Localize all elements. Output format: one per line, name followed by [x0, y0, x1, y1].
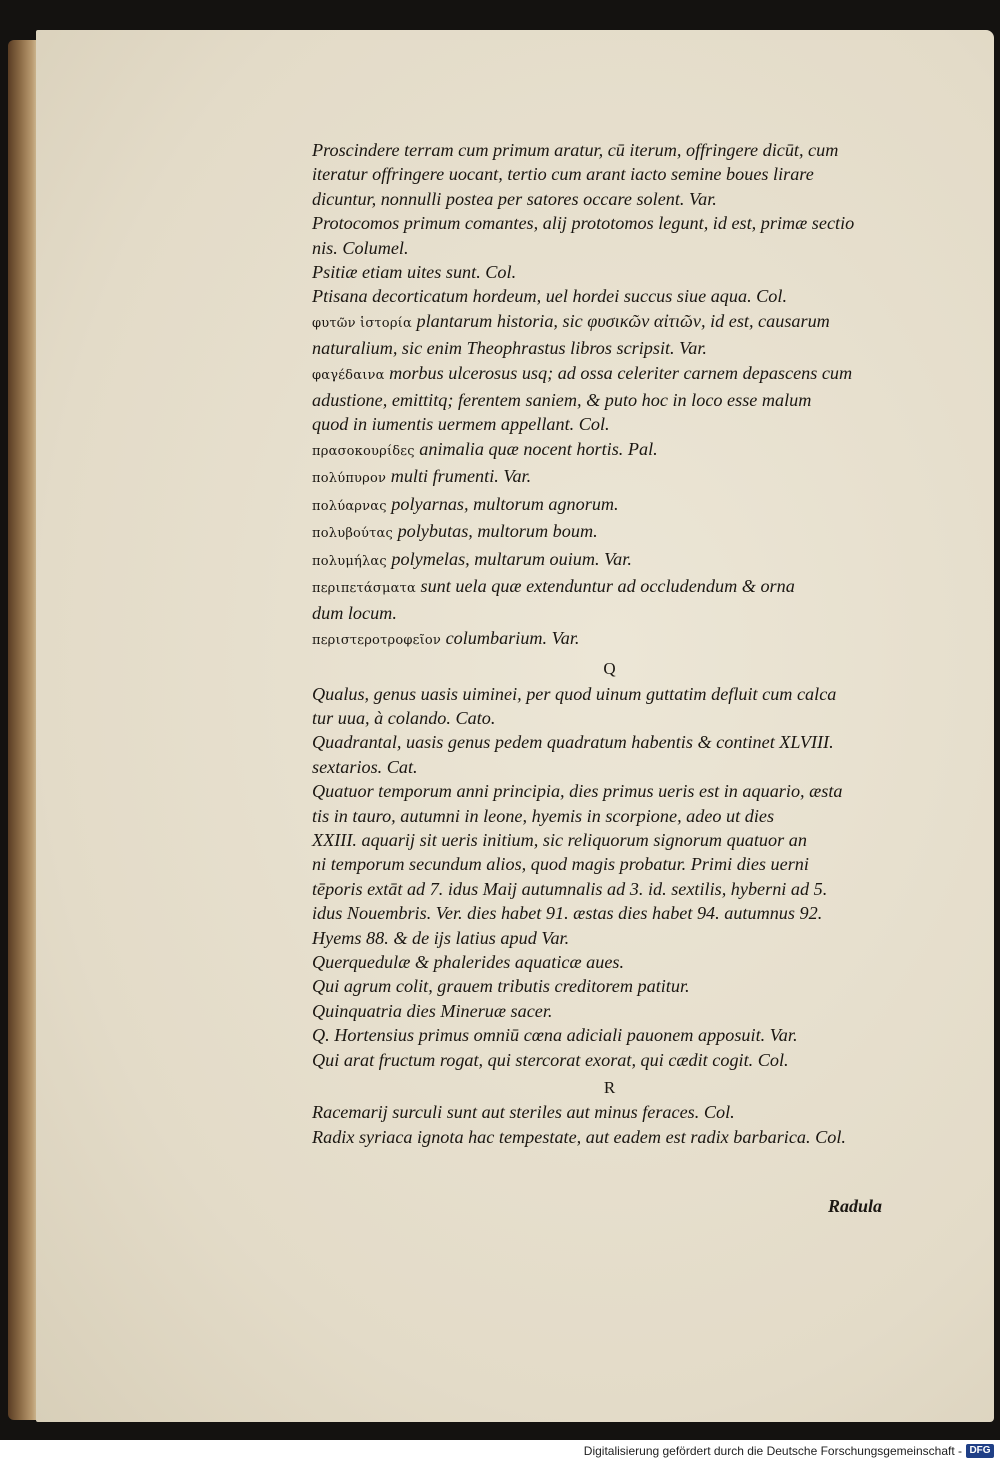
greek-headword: πολυμήλας: [312, 553, 387, 569]
glossary-entry: [312, 574, 907, 626]
glossary-entry: [312, 1125, 907, 1149]
glossary-entry: [312, 974, 907, 998]
greek-headword: περιστεροτροφεῖον: [312, 632, 442, 648]
glossary-entry: [312, 211, 907, 260]
entry-line-text: dicuntur, nonnulli postea per satores occare solent. Var.: [312, 188, 717, 209]
entry-line: [312, 730, 907, 754]
glossary-entry: [312, 626, 907, 653]
entry-line: [312, 804, 907, 828]
glossary-entry: [312, 519, 907, 546]
entry-line-text: polybutas, multorum boum.: [393, 521, 598, 542]
entry-line: [312, 361, 907, 388]
entry-line-text: Quinquatria dies Mineruæ sacer.: [312, 1000, 553, 1021]
entry-line: [312, 828, 907, 852]
glossary-entry: [312, 999, 907, 1023]
entry-line: [312, 236, 907, 260]
entry-line-text: Quatuor temporum anni principia, dies primus ueris est in aquario, æsta: [312, 781, 843, 802]
glossary-entry: [312, 1100, 907, 1124]
entry-line-text: Qui arat fructum rogat, qui stercorat exorat, qui cædit cogit. Col.: [312, 1049, 789, 1070]
glossary-entry: [312, 547, 907, 574]
entry-line-text: polyarnas, multorum agnorum.: [386, 493, 619, 514]
entry-line-text: quod in iumentis uermem appellant. Col.: [312, 414, 610, 435]
entry-line: [312, 601, 907, 625]
page-text-block: [312, 138, 907, 1149]
greek-headword: πολύπυρον: [312, 471, 387, 487]
entry-line: [312, 187, 907, 211]
entry-line: [312, 682, 907, 706]
glossary-entry: [312, 492, 907, 519]
greek-headword: φυτῶν ἱστορία: [312, 315, 412, 331]
entry-line-text: Querquedulæ & phalerides aquaticæ aues.: [312, 952, 625, 972]
entries-r: [312, 1100, 907, 1149]
entry-line-text: Q. Hortensius primus omniū cœna adiciali pauonem apposuit. Var.: [312, 1025, 798, 1046]
entry-line: [312, 412, 907, 436]
entry-line-text: Qualus, genus uasis uiminei, per quod uinum guttatim defluit cum calca: [312, 683, 837, 704]
entry-line-text: Qui agrum colit, grauem tributis creditorem patitur.: [312, 976, 690, 997]
entry-line: [312, 492, 907, 519]
entry-line: [312, 755, 907, 779]
entry-line-text: XXIII. aquarij sit ueris initium, sic reliquorum signorum quatuor an: [312, 829, 807, 850]
entries-before-q: [312, 138, 907, 653]
entry-line: [312, 519, 907, 546]
greek-headword: πρασοκουρίδες: [312, 443, 415, 459]
entry-line-text: Protocomos primum comantes, alij prototomos legunt, id est, primæ sectio: [312, 213, 855, 234]
entry-line: [312, 974, 907, 998]
glossary-entry: [312, 260, 907, 284]
entry-line-text: sextarios. Cat.: [312, 756, 418, 777]
entry-line-text: idus Nouembris. Ver. dies habet 91. æstas dies habet 94. autumnus 92.: [312, 903, 823, 924]
section-heading-r: R: [603, 1078, 616, 1098]
entry-line-text: tēporis extāt ad 7. idus Maij autumnalis ad 3. id. sextilis, hyberni ad 5.: [312, 878, 828, 899]
glossary-entry: [312, 950, 907, 974]
entry-line: [312, 877, 907, 901]
glossary-entry: [312, 1048, 907, 1072]
glossary-entry: [312, 1023, 907, 1047]
entry-line: [312, 926, 907, 950]
entry-line-text: Racemarij surculi sunt aut steriles aut minus feraces. Col.: [312, 1102, 735, 1123]
entry-line: [312, 388, 907, 412]
entry-line: [312, 779, 907, 803]
entry-line-text: Ptisana decorticatum hordeum, uel hordei succus siue aqua. Col.: [312, 286, 788, 307]
entry-line: [312, 1100, 907, 1124]
entry-line: [312, 999, 907, 1023]
greek-headword: περιπετάσματα: [312, 580, 416, 596]
footer-bar: [0, 1440, 1000, 1463]
greek-headword: πολύαρνας: [312, 498, 387, 514]
entry-line-text: nis. Columel.: [312, 237, 409, 258]
entry-line-text: Hyems 88. & de ijs latius apud Var.: [312, 927, 570, 948]
entry-line: [312, 626, 907, 653]
entry-line-text: polymelas, multarum ouium. Var.: [386, 548, 632, 569]
glossary-entry: [312, 682, 907, 731]
glossary-entry: [312, 284, 907, 308]
glossary-entry: [312, 437, 907, 464]
entries-q: [312, 682, 907, 1073]
entry-line-text: iteratur offringere uocant, tertio cum arant iacto semine boues lirare: [312, 164, 814, 185]
entry-line: [312, 852, 907, 876]
glossary-entry: [312, 309, 907, 361]
entry-line: [312, 138, 907, 162]
entry-line: [312, 464, 907, 491]
glossary-entry: [312, 779, 907, 950]
entry-line-text: naturalium, sic enim Theophrastus libros scripsit. Var.: [312, 338, 707, 359]
glossary-entry: [312, 730, 907, 779]
section-heading-q: Q: [603, 659, 616, 679]
entry-line-text: multi frumenti. Var.: [386, 466, 532, 487]
entry-line: [312, 950, 907, 974]
entry-line: [312, 1023, 907, 1047]
footer-credit-text: Digitalisierung gefördert durch die Deutsche Forschungsgemeinschaft -: [583, 1444, 962, 1458]
dfg-logo-icon: DFG: [966, 1444, 994, 1458]
entry-line: [312, 901, 907, 925]
entry-line: [312, 211, 907, 235]
book-fore-edge: [8, 40, 38, 1420]
entry-line-text: columbarium. Var.: [441, 627, 580, 648]
greek-headword: φαγέδαινα: [312, 367, 385, 383]
entry-line-text: plantarum historia, sic φυσικῶν αἰτιῶν, id est, causarum: [411, 310, 830, 331]
entry-line: [312, 547, 907, 574]
entry-line-text: animalia quæ nocent hortis. Pal.: [414, 438, 658, 459]
entry-line-text: tis in tauro, autumni in leone, hyemis in scorpione, adeo ut dies: [312, 805, 775, 826]
glossary-entry: [312, 464, 907, 491]
entry-line: [312, 336, 907, 360]
entry-line-text: morbus ulcerosus usq; ad ossa celeriter carnem depascens cum: [384, 362, 853, 383]
glossary-entry: [312, 361, 907, 437]
entry-line-text: ni temporum secundum alios, quod magis probatur. Primi dies uerni: [312, 854, 809, 875]
entry-line: [312, 437, 907, 464]
entry-line: [312, 162, 907, 186]
entry-line-text: Radix syriaca ignota hac tempestate, aut eadem est radix barbarica. Col.: [312, 1126, 846, 1147]
entry-line: [312, 284, 907, 308]
glossary-entry: [312, 138, 907, 211]
entry-line: [312, 574, 907, 601]
entry-line: [312, 706, 907, 730]
entry-line: [312, 309, 907, 336]
entry-line-text: tur uua, à colando. Cato.: [312, 707, 496, 728]
entry-line: [312, 1125, 907, 1149]
entry-line-text: dum locum.: [312, 603, 397, 624]
entry-line: [312, 260, 907, 284]
entry-line-text: sunt uela quæ extenduntur ad occludendum & orna: [415, 575, 795, 596]
entry-line-text: adustione, emittitq; ferentem saniem, & puto hoc in loco esse malum: [312, 390, 812, 411]
catchword: Radula: [828, 1196, 883, 1216]
entry-line: [312, 1048, 907, 1072]
entry-line-text: Quadrantal, uasis genus pedem quadratum habentis & continet XLVIII.: [312, 732, 834, 753]
greek-headword: πολυβούτας: [312, 526, 394, 542]
entry-line-text: Psitiæ etiam uites sunt. Col.: [312, 262, 517, 283]
entry-line-text: Proscindere terram cum primum aratur, cū iterum, offringere dicūt, cum: [312, 140, 839, 160]
